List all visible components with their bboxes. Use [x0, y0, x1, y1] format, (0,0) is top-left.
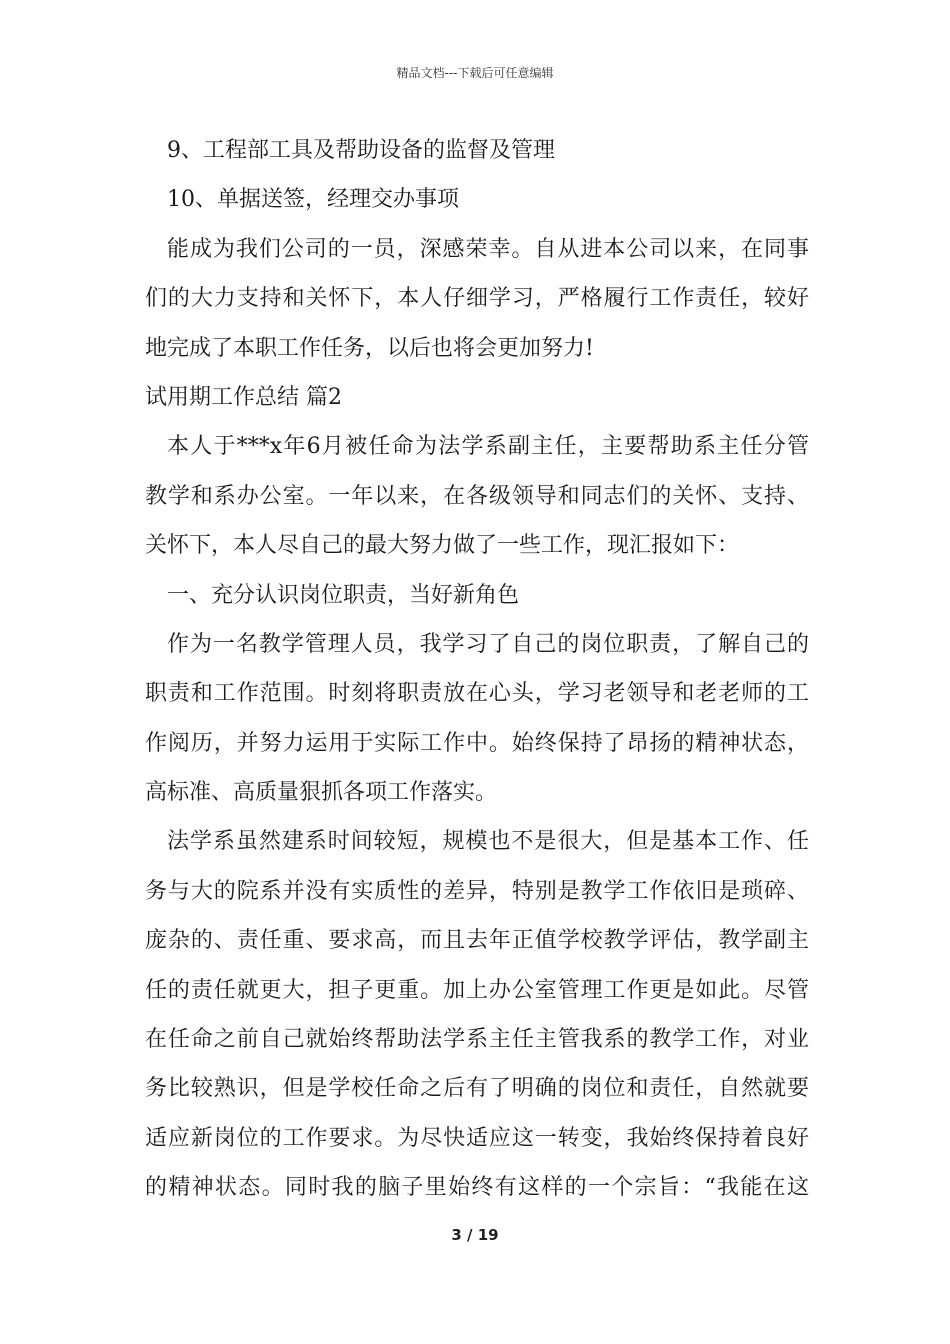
text-line: 作阅历，并努力运用于实际工作中。始终保持了昂扬的精神状态， — [145, 730, 809, 756]
text-line: 务比较熟识，但是学校任命之后有了明确的岗位和责任，自然就要 — [145, 1076, 809, 1102]
text-line: 关怀下，本人尽自己的最大努力做了一些工作，现汇报如下： — [145, 533, 740, 559]
text-line: 教学和系办公室。一年以来，在各级领导和同志们的关怀、支持、 — [145, 483, 809, 509]
text-line — [145, 422, 809, 471]
text-line: 一、充分认识岗位职责，当好新角色 — [167, 582, 520, 608]
text-line — [145, 225, 809, 274]
text-line: 的精神状态。同时我的脑子里始终有这样的一个宗旨：“我能在这 — [145, 1175, 809, 1201]
text-line: 在任命之前自己就始终帮助法学系主任主管我系的教学工作，对业 — [145, 1027, 809, 1053]
text-line-content: 法学系虽然建系时间较短，规模也不是很大，但是基本工作、任 — [167, 829, 809, 855]
text-line-content: 能成为我们公司的一员，深感荣幸。自从进本公司以来，在同事 — [167, 236, 809, 262]
text-line: 任的责任就更大，担子更重。加上办公室管理工作更是如此。尽管 — [145, 977, 809, 1003]
page-number: 3 / 19 — [451, 1226, 499, 1244]
text-line: 适应新岗位的工作要求。为尽快适应这一转变，我始终保持着良好 — [145, 1125, 809, 1151]
text-line: 庞杂的、责任重、要求高，而且去年正值学校教学评估，教学副主 — [145, 928, 809, 954]
text-line: 们的大力支持和关怀下，本人仔细学习，严格履行工作责任，较好 — [145, 286, 809, 312]
text-line-content: 本人于***x年6月被任命为法学系副主任，主要帮助系主任分管 — [167, 434, 809, 460]
text-line: 职责和工作范围。时刻将职责放在心头，学习老领导和老老师的工 — [145, 681, 809, 707]
text-line — [145, 817, 809, 866]
text-line — [145, 620, 809, 669]
text-line: 地完成了本职工作任务，以后也将会更加努力! — [145, 335, 594, 361]
text-line: 高标准、高质量狠抓各项工作落实。 — [145, 780, 498, 806]
text-line: 9、工程部工具及帮助设备的监督及管理 — [167, 138, 555, 163]
page-header: 精品文档---下载后可任意编辑 — [396, 66, 554, 80]
text-line: 试用期工作总结 篇2 — [145, 384, 342, 410]
text-line: 务与大的院系并没有实质性的差异，特别是教学工作依旧是琐碎、 — [145, 878, 809, 904]
text-line-content: 作为一名教学管理人员，我学习了自己的岗位职责，了解自己的 — [167, 631, 809, 657]
text-line: 10、单据送签，经理交办事项 — [167, 187, 459, 213]
document-body — [145, 126, 809, 1213]
